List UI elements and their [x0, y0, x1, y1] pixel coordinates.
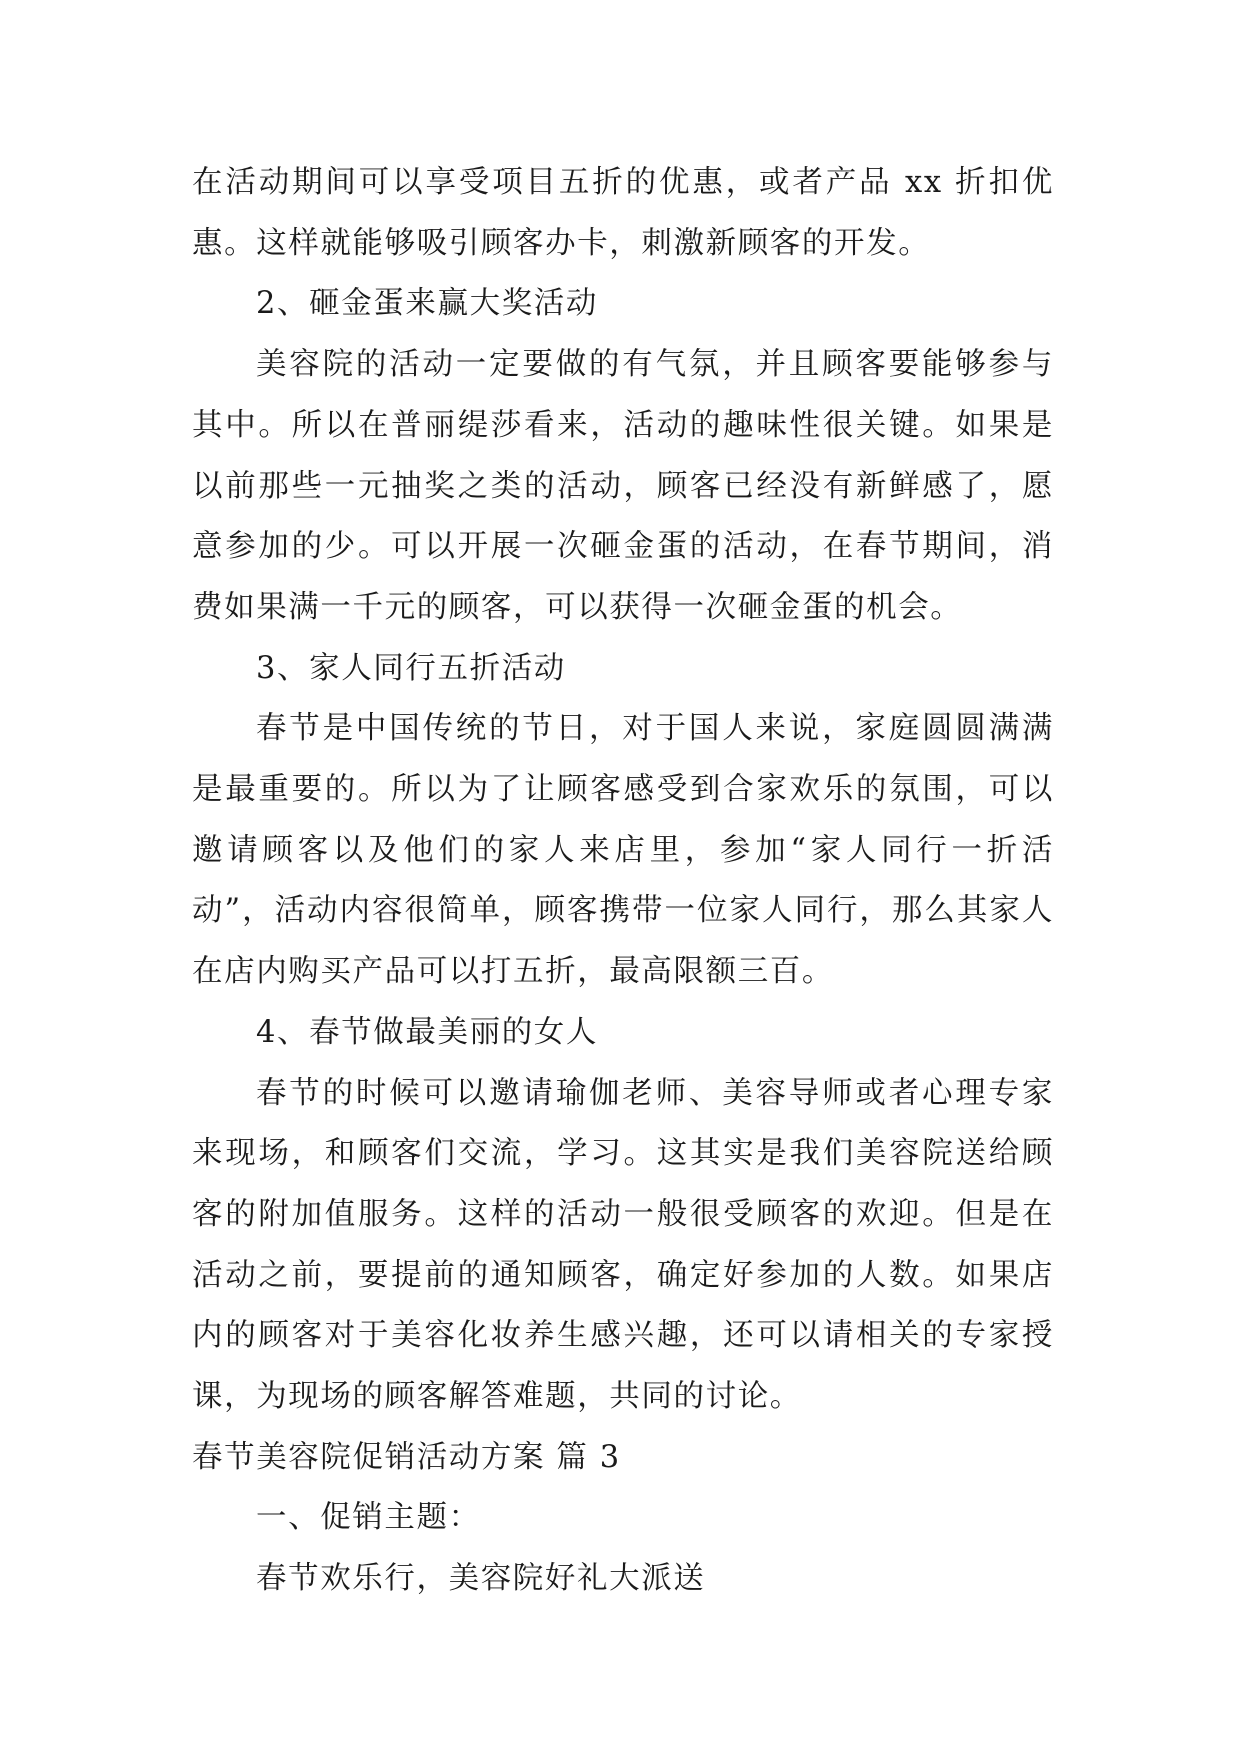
body-paragraph: 春节是中国传统的节日，对于国人来说，家庭圆圆满满是最重要的。所以为了让顾客感受到合家欢乐的氛围，可以邀请顾客以及他们的家人来店里，参加“家人同行一折活动”，活动内容很简单，顾客携带一位家人同行，那么其家人在店内购买产品可以打五折，最高限额三百。	[192, 711, 1054, 990]
body-paragraph: 春节欢乐行，美容院好礼大派送	[256, 1561, 706, 1597]
body-paragraph: 春节的时候可以邀请瑜伽老师、美容导师或者心理专家来现场，和顾客们交流，学习。这其实是我们美容院送给顾客的附加值服务。这样的活动一般很受顾客的欢迎。但是在活动之前，要提前的通知顾客，确定好参加的人数。如果店内的顾客对于美容化妆养生感兴趣，还可以请相关的专家授课，为现场的顾客解答难题，共同的讨论。	[192, 1075, 1054, 1415]
document-body	[192, 153, 1054, 1610]
list-heading-4: 4、春节做最美丽的女人	[256, 1014, 599, 1050]
continuation-paragraph: 在活动期间可以享受项目五折的优惠，或者产品 xx 折扣优惠。这样就能够吸引顾客办卡，刺激新顾客的开发。	[192, 165, 1054, 261]
list-heading-2: 2、砸金蛋来赢大奖活动	[256, 286, 599, 322]
section-title: 春节美容院促销活动方案 篇 3	[192, 1439, 621, 1475]
subsection-heading: 一、促销主题：	[256, 1500, 481, 1536]
list-heading-3: 3、家人同行五折活动	[256, 650, 566, 686]
body-paragraph: 美容院的活动一定要做的有气氛，并且顾客要能够参与其中。所以在普丽缇莎看来，活动的趣味性很关键。如果是以前那些一元抽奖之类的活动，顾客已经没有新鲜感了，愿意参加的少。可以开展一次砸金蛋的活动，在春节期间，消费如果满一千元的顾客，可以获得一次砸金蛋的机会。	[192, 347, 1054, 625]
